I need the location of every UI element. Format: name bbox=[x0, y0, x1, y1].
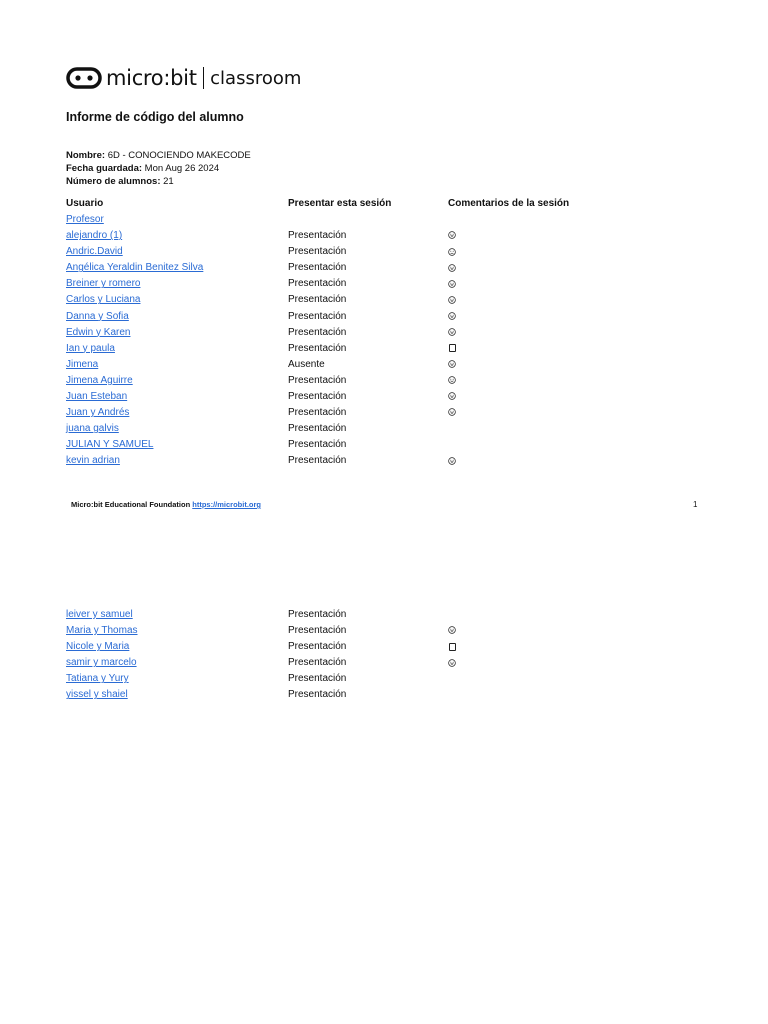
session-comment bbox=[448, 656, 648, 669]
session-comment bbox=[448, 640, 648, 653]
footer-org: Micro:bit Educational Foundation bbox=[71, 500, 191, 509]
footer-link[interactable]: https://microbit.org bbox=[192, 500, 262, 509]
table-row bbox=[66, 624, 706, 640]
attendance-status: Presentación bbox=[288, 407, 347, 419]
student-link[interactable]: Juan y Andrés bbox=[66, 407, 130, 419]
brand-name: micro:bit bbox=[106, 66, 197, 90]
student-link[interactable]: Andric.David bbox=[66, 246, 123, 258]
table-row bbox=[66, 390, 706, 406]
grin-icon bbox=[448, 328, 456, 336]
session-comment bbox=[448, 326, 648, 339]
table-row bbox=[66, 454, 706, 470]
student-link[interactable]: Edwin y Karen bbox=[66, 326, 131, 338]
attendance-status: Presentación bbox=[288, 657, 347, 669]
page-title: Informe de código del alumno bbox=[66, 110, 244, 124]
grin-icon bbox=[448, 392, 456, 400]
student-link[interactable]: Jimena Aguirre bbox=[66, 374, 133, 386]
table-row bbox=[66, 438, 706, 454]
table-row bbox=[66, 656, 706, 672]
table-row bbox=[66, 640, 706, 656]
attendance-status: Presentación bbox=[288, 455, 347, 467]
attendance-status: Presentación bbox=[288, 609, 347, 620]
student-link[interactable]: yissel y shaiel bbox=[66, 689, 128, 701]
student-link[interactable]: Jimena bbox=[66, 358, 99, 370]
student-link[interactable]: Profesor bbox=[66, 214, 104, 225]
student-link[interactable]: JULIAN Y SAMUEL bbox=[66, 439, 154, 451]
attendance-status: Presentación bbox=[288, 230, 347, 242]
session-comment bbox=[448, 406, 648, 419]
table-row bbox=[66, 213, 706, 229]
session-comment bbox=[448, 454, 648, 467]
meta-name: Nombre: 6D - CONOCIENDO MAKECODE bbox=[66, 150, 251, 161]
session-comment bbox=[448, 310, 648, 323]
table-row bbox=[66, 229, 706, 245]
logo-divider bbox=[203, 67, 205, 89]
student-link[interactable]: Tatiana y Yury bbox=[66, 673, 129, 685]
table-row bbox=[66, 261, 706, 277]
attendance-status: Presentación bbox=[288, 689, 347, 701]
grin-icon bbox=[448, 231, 456, 239]
grin-icon bbox=[448, 408, 456, 416]
session-comment bbox=[448, 374, 648, 387]
report-meta bbox=[66, 149, 251, 188]
page-number: 1 bbox=[693, 500, 698, 509]
table-row bbox=[66, 310, 706, 326]
table-row bbox=[66, 326, 706, 342]
student-link[interactable]: Angélica Yeraldin Benitez Silva bbox=[66, 262, 204, 274]
student-link[interactable]: juana galvis bbox=[66, 423, 119, 435]
page-footer bbox=[71, 500, 261, 509]
student-link[interactable]: kevin adrian bbox=[66, 455, 120, 467]
session-comment bbox=[448, 624, 648, 637]
attendance-status: Presentación bbox=[288, 673, 347, 685]
student-link[interactable]: Ian y paula bbox=[66, 342, 115, 354]
table-row bbox=[66, 672, 706, 688]
microbit-classroom-logo bbox=[66, 64, 301, 92]
table-row bbox=[66, 277, 706, 293]
column-header-present: Presentar esta sesión bbox=[288, 198, 392, 209]
attendance-status: Presentación bbox=[288, 246, 347, 258]
attendance-status: Presentación bbox=[288, 625, 347, 637]
grin-icon bbox=[448, 360, 456, 368]
smile-icon bbox=[448, 376, 456, 384]
student-link[interactable]: Danna y Sofia bbox=[66, 310, 129, 322]
grin-icon bbox=[448, 626, 456, 634]
attendance-status: Presentación bbox=[288, 278, 347, 290]
attendance-status: Presentación bbox=[288, 310, 347, 322]
table-row bbox=[66, 374, 706, 390]
session-comment bbox=[448, 277, 648, 290]
session-comment bbox=[448, 229, 648, 242]
meta-date: Fecha guardada: Mon Aug 26 2024 bbox=[66, 163, 220, 174]
missing-glyph-icon bbox=[449, 344, 456, 352]
table-row bbox=[66, 688, 706, 704]
attendance-status: Presentación bbox=[288, 439, 347, 451]
student-link[interactable]: Breiner y romero bbox=[66, 278, 141, 290]
attendance-status: Presentación bbox=[288, 391, 347, 403]
student-table-page-1 bbox=[66, 197, 706, 471]
table-row bbox=[66, 293, 706, 309]
grin-icon bbox=[448, 659, 456, 667]
grin-icon bbox=[448, 457, 456, 465]
session-comment bbox=[448, 342, 648, 355]
table-header bbox=[66, 197, 706, 213]
attendance-status: Presentación bbox=[288, 342, 347, 354]
session-comment bbox=[448, 261, 648, 274]
missing-glyph-icon bbox=[449, 643, 456, 651]
product-name: classroom bbox=[210, 67, 302, 89]
grin-icon bbox=[448, 312, 456, 320]
session-comment bbox=[448, 390, 648, 403]
attendance-status: Presentación bbox=[288, 374, 347, 386]
attendance-status: Ausente bbox=[288, 358, 325, 370]
student-link[interactable]: leiver y samuel bbox=[66, 609, 133, 620]
session-comment bbox=[448, 245, 648, 258]
session-comment bbox=[448, 358, 648, 371]
grin-icon bbox=[448, 264, 456, 272]
grin-icon bbox=[448, 280, 456, 288]
microbit-logo-icon bbox=[66, 67, 102, 89]
attendance-status: Presentación bbox=[288, 326, 347, 338]
table-row bbox=[66, 608, 706, 624]
table-row bbox=[66, 358, 706, 374]
table-row bbox=[66, 342, 706, 358]
meh-icon bbox=[448, 248, 456, 256]
grin-icon bbox=[448, 296, 456, 304]
session-comment bbox=[448, 293, 648, 306]
student-link[interactable]: Nicole y Maria bbox=[66, 641, 130, 653]
student-link[interactable]: samir y marcelo bbox=[66, 657, 137, 669]
attendance-status: Presentación bbox=[288, 423, 347, 435]
table-row bbox=[66, 406, 706, 422]
attendance-status: Presentación bbox=[288, 641, 347, 653]
table-row bbox=[66, 422, 706, 438]
student-table-page-2 bbox=[66, 608, 706, 705]
student-link[interactable]: Juan Esteban bbox=[66, 391, 128, 403]
column-header-comments: Comentarios de la sesión bbox=[448, 198, 570, 209]
table-row bbox=[66, 245, 706, 261]
student-link[interactable]: Carlos y Luciana bbox=[66, 294, 141, 306]
student-link[interactable]: alejandro (1) bbox=[66, 230, 123, 242]
attendance-status: Presentación bbox=[288, 262, 347, 274]
attendance-status: Presentación bbox=[288, 294, 347, 306]
column-header-user: Usuario bbox=[66, 198, 104, 209]
meta-count: Número de alumnos: 21 bbox=[66, 176, 174, 187]
student-link[interactable]: Maria y Thomas bbox=[66, 625, 138, 637]
